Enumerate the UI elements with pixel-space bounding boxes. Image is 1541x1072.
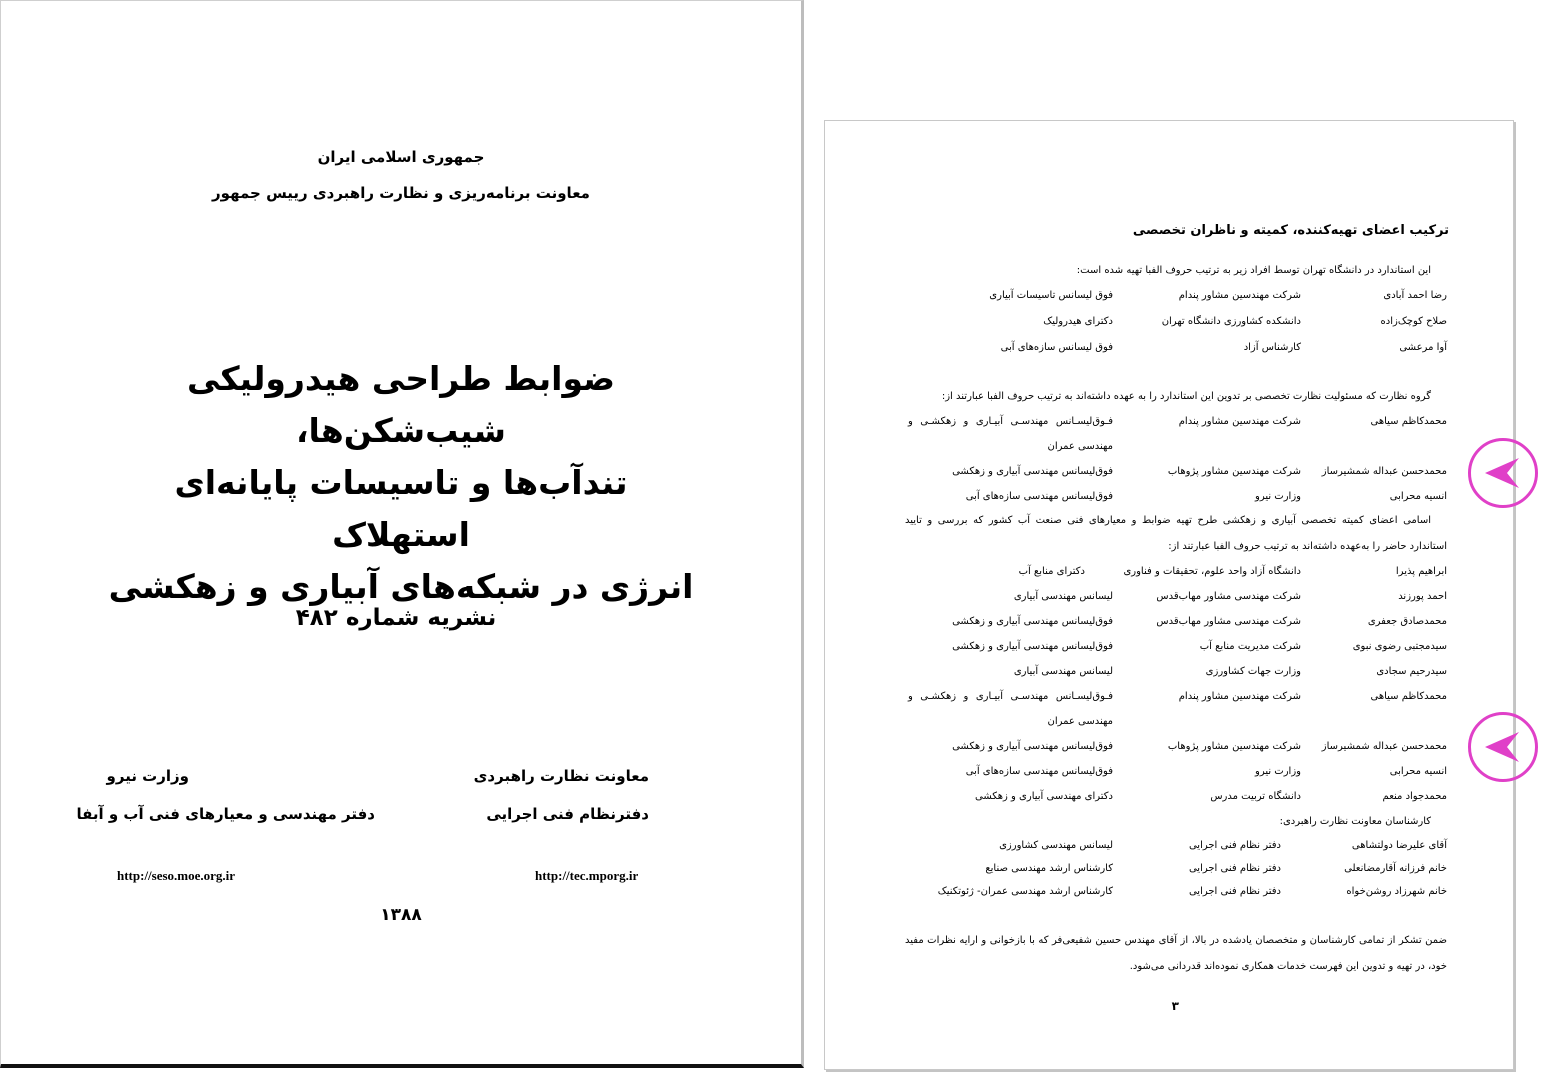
intro-committee-2: استاندارد حاضر را به‌عهده داشته‌اند به ترتیب حروف الفبا عبارتند از: [1168, 541, 1447, 552]
org-right-2: دفترنظام فنی اجرایی [486, 805, 649, 823]
intro-supervisors: گروه نظارت که مسئولیت نظارت تخصصی بر تدوین این استاندارد را به عهده داشته‌اند به ترتیب حروف الفبا عبارتند از: [941, 391, 1431, 402]
left-arrow-icon [1477, 721, 1529, 773]
list-item: محمدکاظم سیاهی شرکت مهندسین مشاور پندام فـوق‌لیسـانس مهندسـی آبیـاری و زهکشـی و [908, 416, 1447, 427]
list-item: احمد پورزند شرکت مهندسی مشاور مهاب‌قدس لیسانس مهندسی آبیاری [1013, 591, 1447, 602]
list-item: خانم فرزانه آقارمضانعلی دفتر نظام فنی اجرایی کارشناس ارشد مهندسی صنایع [985, 863, 1447, 874]
thanks-line-2: خود، در تهیه و تدوین این فهرست خدمات همکاری نموده‌اند قدردانی می‌شود. [1129, 961, 1447, 972]
document-title [106, 353, 696, 613]
url-left[interactable]: http://seso.moe.org.ir [117, 868, 236, 883]
list-item: محمدحسن عبداله شمشیرساز شرکت مهندسین مشاور پژوهاب فوق‌لیسانس مهندسی آبیاری و زهکشی [952, 741, 1447, 752]
list-item: محمدحسن عبداله شمشیرساز شرکت مهندسین مشاور پژوهاب فوق‌لیسانس مهندسی آبیاری و زهکشی [952, 466, 1447, 477]
issue-number: نشریه شماره ۴۸۲ [295, 605, 497, 631]
url-right[interactable]: http://tec.mporg.ir [535, 868, 639, 883]
republic-heading: جمهوری اسلامی ایران [317, 148, 485, 166]
list-item: انسیه محرابی وزارت نیرو فوق‌لیسانس مهندسی سازه‌های آبی [965, 766, 1447, 777]
intro-committee-1: اسامی اعضای کمیته تخصصی آبیاری و زهکشی طرح تهیه ضوابط و معیارهای فنی صنعت آب کشور که بررسی و تایید [905, 515, 1431, 526]
org-left-2: دفتر مهندسی و معیارهای فنی آب و آبفا [76, 805, 375, 823]
members-heading: ترکیب اعضای تهیه‌کننده، کمیته و ناظران تخصصی [1132, 223, 1449, 238]
intro-authors: این استاندارد در دانشگاه تهران توسط افراد زیر به ترتیب حروف الفبا تهیه شده است: [1076, 265, 1431, 276]
list-item: خانم شهرزاد روشن‌خواه دفتر نظام فنی اجرایی کارشناس ارشد مهندسی عمران- ژئوتکنیک [937, 886, 1447, 897]
intro-experts: کارشناسان معاونت نظارت راهبردی: [1279, 816, 1431, 827]
org-left-1: وزارت نیرو [106, 767, 189, 785]
list-item-continued: مهندسی عمران [1047, 716, 1113, 727]
list-item: محمدکاظم سیاهی شرکت مهندسین مشاور پندام فـوق‌لیسـانس مهندسـی آبیـاری و زهکشـی و [908, 691, 1447, 702]
list-item: محمدجواد منعم دانشگاه تربیت مدرس دکترای مهندسی آبیاری و زهکشی [974, 791, 1447, 802]
members-page [824, 120, 1514, 1070]
list-item: صلاح کوچک‌زاده دانشکده کشاورزی دانشگاه تهران دکترای هیدرولیک [1043, 316, 1447, 327]
thanks-line-1: ضمن تشکر از تمامی کارشناسان و متخصصان یادشده در بالا، از آقای مهندس حسین شفیعی‌فر که با بازخوانی و ارایه نظرات مفید [905, 935, 1447, 946]
org-right-1: معاونت نظارت راهبردی [473, 767, 649, 785]
prev-page-button[interactable] [1468, 438, 1538, 508]
publication-year: ۱۳۸۸ [380, 905, 422, 925]
list-item: محمدصادق جعفری شرکت مهندسی مشاور مهاب‌قدس فوق‌لیسانس مهندسی آبیاری و زهکشی [952, 616, 1447, 627]
list-item: انسیه محرابی وزارت نیرو فوق‌لیسانس مهندسی سازه‌های آبی [965, 491, 1447, 502]
list-item: آوا مرعشی کارشناس آزاد فوق لیسانس سازه‌های آبی [1000, 342, 1447, 353]
list-item: ابراهیم پذیرا دانشگاه آزاد واحد علوم، تحقیقات و فناوری دکترای منابع آب [1018, 566, 1447, 577]
list-item: سیدمجتبی رضوی نبوی شرکت مدیریت منابع آب فوق‌لیسانس مهندسی آبیاری و زهکشی [952, 641, 1447, 652]
title-line-3: انرژی در شبکه‌های آبیاری و زهکشی [108, 567, 694, 606]
list-item: رضا احمد آبادی شرکت مهندسین مشاور پندام فوق لیسانس تاسیسات آبیاری [989, 290, 1447, 301]
page-number: ۳ [1171, 999, 1179, 1013]
title-line-1: ضوابط طراحی هیدرولیکی شیب‌شکن‌ها، [186, 359, 616, 450]
list-item-continued: مهندسی عمران [1047, 441, 1113, 452]
list-item: سیدرحیم سجادی وزارت جهات کشاورزی لیسانس مهندسی آبیاری [1013, 666, 1447, 677]
deputy-heading: معاونت برنامه‌ریزی و نظارت راهبردی رییس جمهور [212, 184, 590, 202]
list-item: آقای علیرضا دولتشاهی دفتر نظام فنی اجرایی لیسانس مهندسی کشاورزی [999, 840, 1447, 851]
left-arrow-icon [1477, 447, 1529, 499]
prev-page-button-2[interactable] [1468, 712, 1538, 782]
title-line-2: تندآب‌ها و تاسیسات پایانه‌ای استهلاک [174, 463, 628, 554]
